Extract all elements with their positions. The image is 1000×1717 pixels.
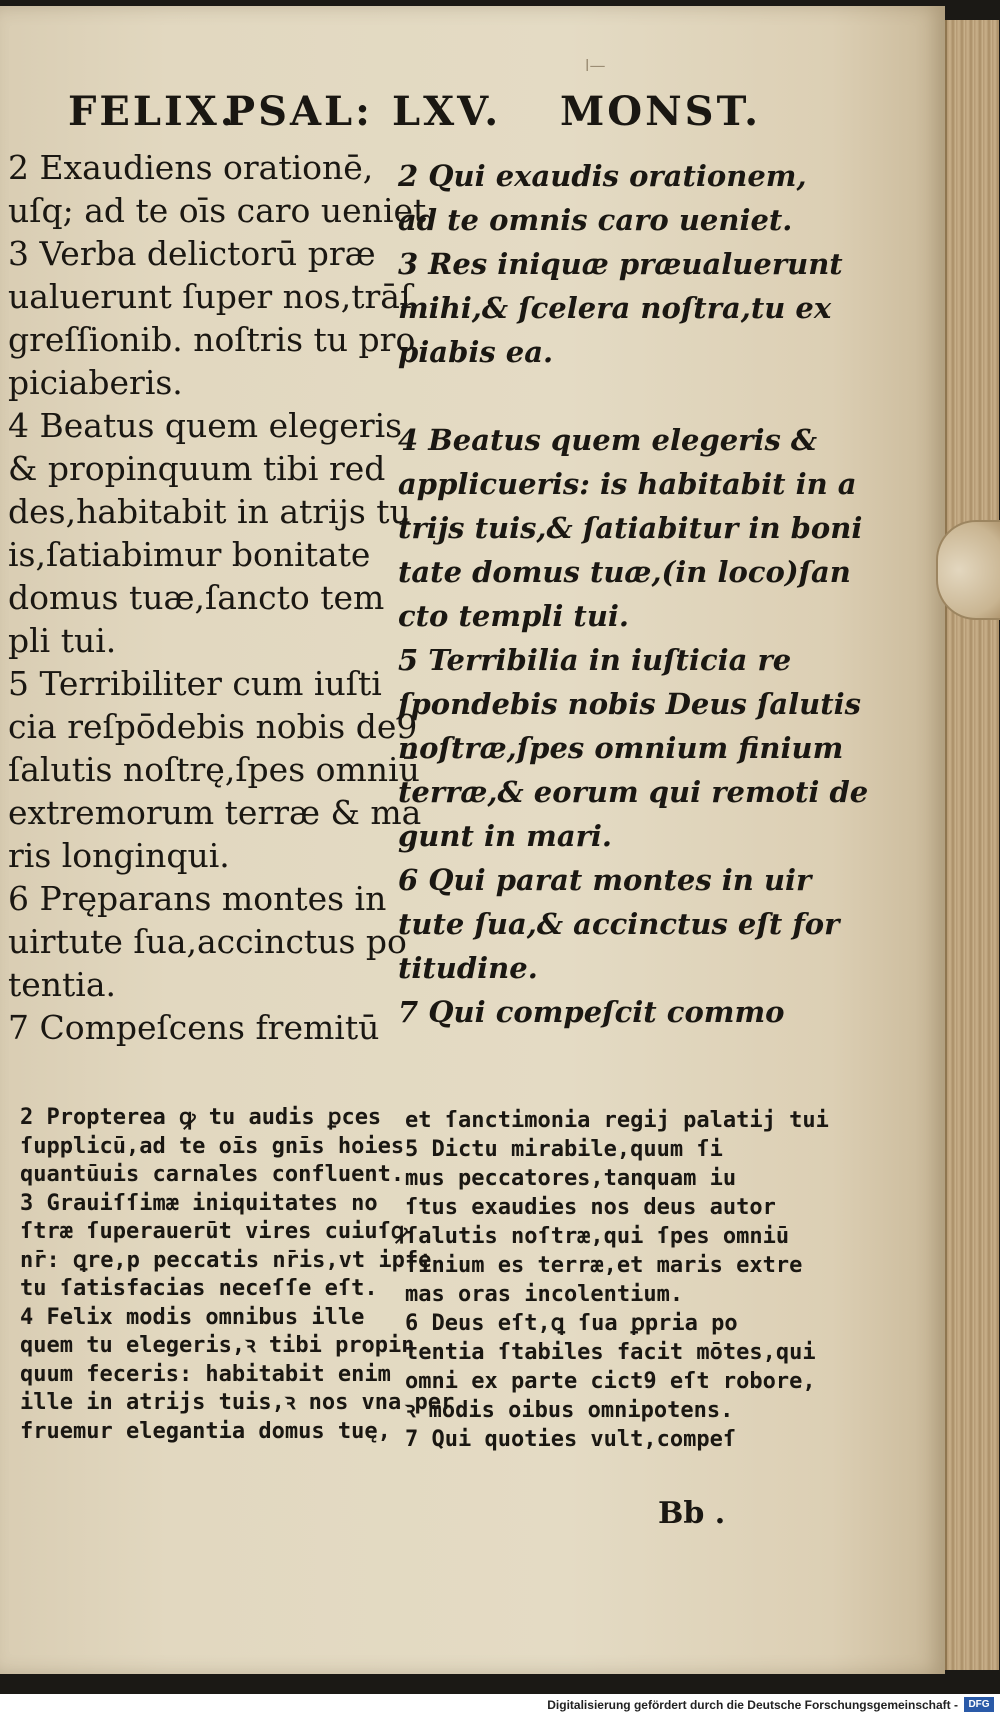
text-line: ris longinqui.: [8, 836, 230, 875]
text-line: 7 Compeſcens fremitū: [8, 1008, 380, 1047]
funding-notice: Digitalisierung gefördert durch die Deutsche Forschungsgemeinschaft -: [547, 1698, 958, 1712]
commentary-line: ſtus exaudies nos deus autor: [405, 1195, 776, 1220]
text-line: uſq; ad te oīs caro ueniet.: [8, 191, 437, 230]
dfg-logo: DFG: [964, 1697, 994, 1712]
book-fore-edge: [945, 20, 999, 1670]
commentary-line: fruemur elegantia domus tuę,: [20, 1418, 391, 1444]
commentary-line: quum feceris: habitabit enim: [20, 1361, 391, 1387]
commentary-line: quem tu elegeris,ꝛ tibi propin: [20, 1333, 415, 1358]
text-line: titudine.: [398, 951, 538, 985]
clasp-tab: [936, 520, 1000, 620]
commentary-line: 4 Felix modis omnibus ille: [20, 1304, 365, 1330]
running-head-felix: FELIX.: [68, 88, 237, 135]
commentary-line: ſalutis noſtræ,qui ſpes omniū: [405, 1224, 790, 1249]
commentary-line: ꝛ modis oibus omnipotens.: [405, 1398, 734, 1423]
text-line: cia reſpōdebis nobis de9: [8, 707, 418, 746]
commentary-line: 6 Deus eſt,ꝗ ſua ꝑpria po: [405, 1311, 738, 1336]
commentary-line: 5 Dictu mirabile,quum ſi: [405, 1137, 723, 1162]
text-line: tentia.: [8, 965, 117, 1004]
commentary-line: mas oras incolentium.: [405, 1282, 684, 1307]
text-line: tute ſua,& accinctus eſt for: [398, 907, 840, 941]
commentary-line: finium es terræ,et maris extre: [405, 1253, 803, 1278]
running-head-psal: PSAL:: [225, 88, 373, 135]
text-line: domus tuæ,ſancto tem: [8, 578, 385, 617]
text-line: pli tui.: [8, 621, 117, 660]
pencil-mark: l—: [585, 56, 606, 75]
commentary-line: quantūuis carnales confluent.: [20, 1162, 405, 1187]
text-line: 5 Terribiliter cum iuſti: [8, 664, 382, 703]
text-line: ualuerunt ſuper nos,trāſ: [8, 277, 413, 316]
text-line: noſtræ,ſpes omnium finium: [398, 731, 844, 765]
text-line: 5 Terribilia in iuſticia re: [398, 643, 792, 677]
commentary-line: 7 Qui quoties vult,compeſ: [405, 1427, 737, 1452]
text-line: applicueris: is habitabit in a: [398, 467, 857, 501]
text-line: piciaberis.: [8, 363, 183, 402]
commentary-line: 3 Grauiſſimæ iniquitates no: [20, 1190, 378, 1216]
text-line: 4 Beatus quem elegeris &: [398, 423, 818, 457]
commentary-line: 2 Propterea ꝙ tu audis ꝑces: [20, 1105, 382, 1130]
text-line: mihi,& ſcelera noſtra,tu ex: [398, 291, 832, 325]
commentary-line: mus peccatores,tanquam iu: [405, 1166, 737, 1191]
commentary-line: ſupplicū,ad te oīs gnīs hoies: [20, 1133, 405, 1159]
left-column-latin: [8, 146, 437, 1049]
commentary-line: omni ex parte cict9 eſt robore,: [405, 1369, 816, 1394]
commentary-line: tu ſatisfacias neceſſe eſt.: [20, 1276, 378, 1301]
commentary-line: nr̄: ꝗre,p peccatis nr̄is,vt ipſe: [20, 1247, 432, 1273]
text-line: 3 Verba delictorū præ: [8, 234, 376, 273]
text-line-blank: [398, 374, 823, 418]
text-line: tate domus tuæ,(in loco)ſan: [398, 555, 851, 589]
digitization-footer: [0, 1694, 1000, 1717]
text-line: 6 Pręparans montes in: [8, 879, 387, 918]
text-line: 2 Qui exaudis orationem,: [398, 159, 807, 193]
text-line: gunt in mari.: [398, 819, 613, 853]
text-line: des,habitabit in atrijs tu: [8, 492, 411, 531]
text-line: 4 Beatus quem elegeris: [8, 406, 403, 445]
commentary-line: tentia ſtabiles facit mōtes,qui: [405, 1340, 816, 1365]
text-line: 2 Exaudiens orationē,: [8, 148, 374, 187]
text-line: greſſionib. noſtris tu pro: [8, 320, 416, 359]
text-line: trijs tuis,& ſatiabitur in boni: [398, 511, 863, 545]
text-line: is,ſatiabimur bonitate: [8, 535, 371, 574]
text-line: 7 Qui compeſcit commo: [398, 995, 785, 1029]
text-line: ſalutis noſtrę,ſpes omniū: [8, 750, 420, 789]
text-line: piabis ea.: [398, 335, 554, 369]
text-line: terræ,& eorum qui remoti de: [398, 775, 869, 809]
left-commentary-blackletter: [20, 1104, 455, 1446]
running-head-monst: MONST.: [560, 88, 762, 135]
book-leaf: [0, 6, 945, 1674]
text-line: cto templi tui.: [398, 599, 630, 633]
text-line: extremorum terræ & ma: [8, 793, 422, 832]
right-column-latin-italic: [398, 154, 869, 1034]
text-line: 3 Res iniquæ præualuerunt: [398, 247, 843, 281]
text-line: ad te omnis caro ueniet.: [398, 203, 793, 237]
commentary-line: et ſanctimonia regij palatij tui: [405, 1108, 829, 1133]
signature-mark: Bb .: [658, 1496, 726, 1531]
text-line: 6 Qui parat montes in uir: [398, 863, 812, 897]
text-line: & propinquum tibi red: [8, 449, 386, 488]
text-line: ſpondebis nobis Deus ſalutis: [398, 687, 861, 721]
right-commentary-blackletter: [405, 1106, 830, 1454]
running-head-number: LXV.: [392, 88, 502, 135]
commentary-line: ille in atrijs tuis,ꝛ nos vna per: [20, 1390, 455, 1415]
commentary-line: ſtræ ſuperauerūt vires cuiuſꝙ: [20, 1219, 408, 1244]
text-line: uirtute ſua,accinctus po: [8, 922, 407, 961]
